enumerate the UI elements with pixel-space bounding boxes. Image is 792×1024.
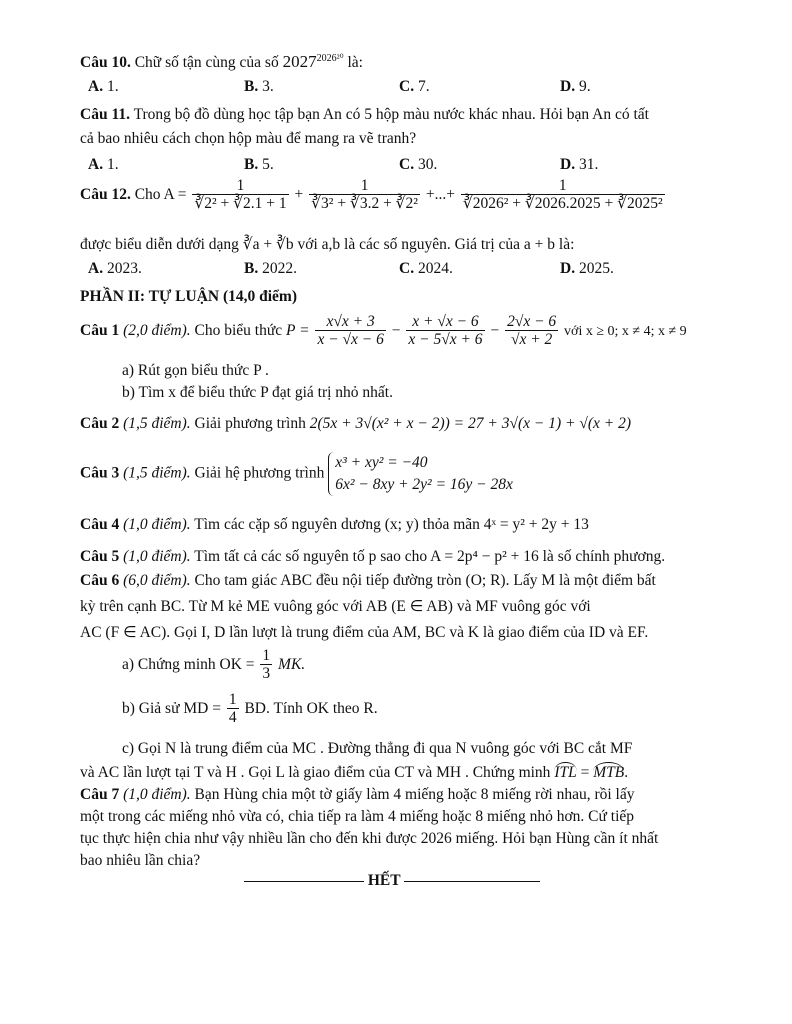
c6-part-c-line1: c) Gọi N là trung điểm của MC . Đường thẳng đi qua N vuông góc với BC cắt MF — [122, 740, 633, 757]
q11-stem-line1: Câu 11. Trong bộ đồ dùng học tập bạn An có 5 hộp màu nước khác nhau. Hỏi bạn An có tất — [80, 106, 649, 123]
end-marker: HẾT — [244, 872, 540, 890]
q12-option-c: C. 2024. — [399, 260, 453, 277]
c2-stem: Câu 2 (1,5 điểm). Giải phương trình 2(5x + 3√(x² + x − 2)) = 27 + 3√(x − 1) + √(x + 2) — [80, 415, 632, 432]
q10-options — [88, 78, 728, 96]
q11-option-a: A. 1. — [88, 156, 119, 173]
c6-b-fraction: $\frac{1}{4}$ — [228, 691, 237, 726]
q12-options — [88, 260, 728, 278]
q10-option-b: B. 3. — [244, 78, 274, 95]
q12-option-d: D. 2025. — [560, 260, 614, 277]
q12-expression: Câu 12. Cho A = $\frac{1}{\text{∛2² + ∛2.1 + 1}}$ + $\frac{1}{\text{∛3² + ∛3.2 + ∛2²}}$ +...+ $\frac{1}{\text{∛2026² + ∛2026.2025 + ∛2025²}}$ — [80, 177, 663, 212]
angle-mtb: MTB — [593, 764, 625, 781]
c7-line1: Câu 7 (1,0 điểm). Bạn Hùng chia một tờ giấy làm 4 miếng hoặc 8 miếng rời nhau, rồi lấy — [80, 786, 635, 803]
part2-heading: PHẦN II: TỰ LUẬN (14,0 điểm) — [80, 288, 297, 305]
c2-equation: 2(5x + 3√(x² + x − 2)) = 27 + 3√(x − 1) + √(x + 2) — [309, 415, 632, 432]
q10-option-c: C. 7. — [399, 78, 430, 95]
c1-expression: Câu 1 (2,0 điểm). Cho biểu thức P = $\frac{x√x + 3}{x - √x - 6}$ − $\frac{x + √x - 6}{x - 5√x + 6}$ − $\frac{2√x - 6}{√x + 2}$ với x ≥ 0; x ≠ 4; x ≠ 9 — [80, 313, 687, 348]
c6-line3: AC (F ∈ AC). Gọi I, D lần lượt là trung điểm của AM, BC và K là giao điểm của ID và EF. — [80, 624, 649, 641]
q11-stem-line2: cả bao nhiêu cách chọn hộp màu để mang ra vẽ tranh? — [80, 130, 417, 147]
c5-stem: Câu 5 (1,0 điểm). Tìm tất cả các số nguyên tố p sao cho A = 2p⁴ − p² + 16 là số chính phương. — [80, 548, 666, 565]
c7-line4: bao nhiêu lần chia? — [80, 852, 201, 869]
c1-fraction-3: $\frac{2√x - 6}{√x + 2}$ — [507, 313, 557, 348]
q10-option-d: D. 9. — [560, 78, 591, 95]
c7-line2: một trong các miếng nhỏ vừa có, chia tiếp ra làm 4 miếng hoặc 8 miếng nhỏ hơn. Cứ tiếp — [80, 808, 635, 825]
c6-a-fraction: $\frac{1}{3}$ — [262, 647, 271, 682]
c4-stem: Câu 4 (1,0 điểm). Tìm các cặp số nguyên dương (x; y) thỏa mãn 4ˣ = y² + 2y + 13 — [80, 516, 589, 533]
c6-line1: Câu 6 (6,0 điểm). Cho tam giác ABC đều nội tiếp đường tròn (O; R). Lấy M là một điểm bất — [80, 572, 656, 589]
q10-option-a: A. 1. — [88, 78, 119, 95]
q12-option-a: A. 2023. — [88, 260, 142, 277]
c1-part-b: b) Tìm x để biểu thức P đạt giá trị nhỏ nhất. — [122, 384, 393, 401]
q11-option-d: D. 31. — [560, 156, 599, 173]
c3-system: x³ + xy² = −40 6x² − 8xy + 2y² = 16y − 28x — [328, 452, 513, 496]
c6-line2: kỳ trên cạnh BC. Từ M kẻ ME vuông góc với AB (E ∈ AB) và MF vuông góc với — [80, 598, 591, 615]
q11-option-c: C. 30. — [399, 156, 438, 173]
q12-option-b: B. 2022. — [244, 260, 297, 277]
q11-option-b: B. 5. — [244, 156, 274, 173]
c7-line3: tục thực hiện chia như vậy nhiều lần cho đến khi được 2026 miếng. Hỏi bạn Hùng cần ít nhất — [80, 830, 659, 847]
c3-stem: Câu 3 (1,5 điểm). Giải hệ phương trình x³ + xy² = −40 6x² − 8xy + 2y² = 16y − 28x — [80, 452, 513, 496]
q12-fraction-2: $\frac{1}{\text{∛3² + ∛3.2 + ∛2²}}$ — [311, 177, 418, 212]
c1-fraction-1: $\frac{x√x + 3}{x - √x - 6}$ — [317, 313, 384, 348]
c1-part-a: a) Rút gọn biểu thức P . — [122, 362, 269, 379]
q12-fraction-1: $\frac{1}{\text{∛2² + ∛2.1 + 1}}$ — [194, 177, 287, 212]
c6-part-c-line2: và AC lần lượt tại T và H . Gọi L là giao điểm của CT và MH . Chứng minh ITL = MTB. — [80, 764, 629, 781]
c6-part-a: a) Chứng minh OK = $\frac{1}{3}$ MK. — [122, 647, 306, 682]
q10-stem: Câu 10. Chữ số tận cùng của số $2027^{2026^{20}}$ là: — [80, 52, 363, 72]
c1-fraction-2: $\frac{x + √x - 6}{x - 5√x + 6}$ — [408, 313, 483, 348]
q12-stem-line2: được biểu diễn dưới dạng ∛a + ∛b với a,b là các số nguyên. Giá trị của a + b là: — [80, 236, 575, 253]
q11-options — [88, 156, 728, 174]
angle-itl: ITL — [554, 764, 577, 781]
q12-fraction-3: $\frac{1}{\text{∛2026² + ∛2026.2025 + ∛2025²}}$ — [462, 177, 663, 212]
c6-part-b: b) Giả sử MD = $\frac{1}{4}$ BD. Tính OK theo R. — [122, 691, 378, 726]
